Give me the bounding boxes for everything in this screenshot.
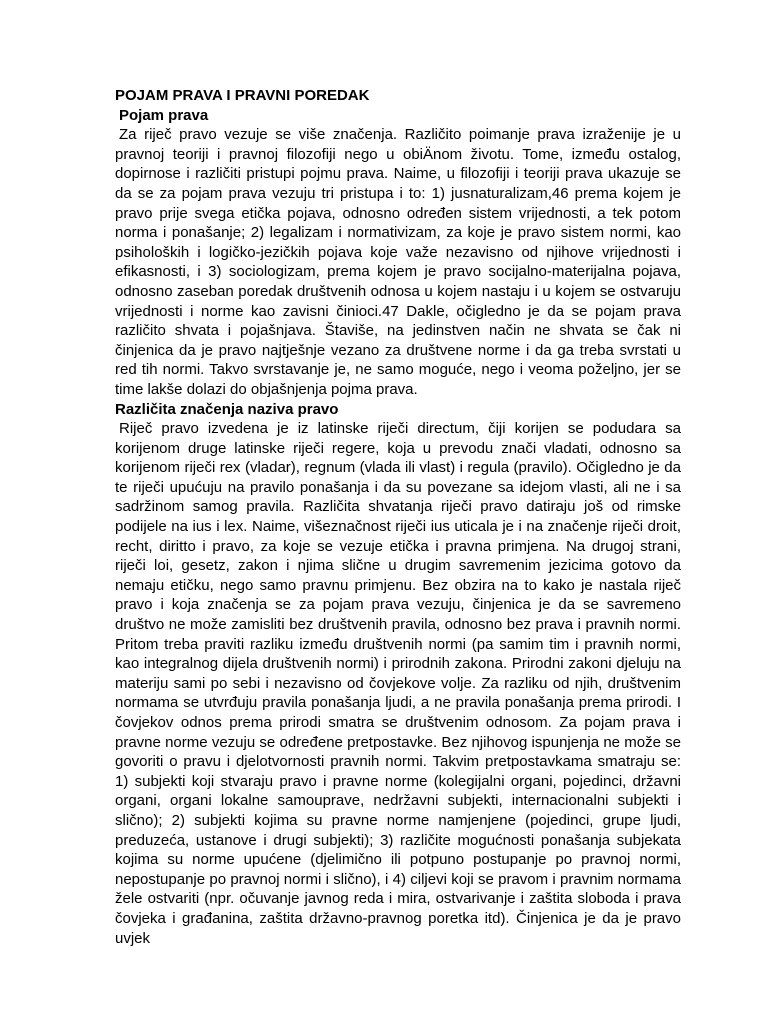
section-heading-razlicita-znacenja: Različita značenja naziva pravo bbox=[115, 400, 339, 418]
paragraph-razlicita-znacenja: Riječ pravo izvedena je iz latinske riječi directum, čiji korijen se podudara sa korijenom druge latinske riječi regere, koja u prevodu znači vladati, odnosno sa korijenom riječi rex (vladar), regnum (vlada ili vlast) i regula (pravilo). Očigledno je da te riječi upućuju na pravilo ponašanja i da su povezane sa idejom vlasti, ali ne i sa sadržinom samog pravila. Različita shvatanja riječi pravo datiraju još od rimske podijele na ius i lex. Naime, višeznačnost riječi ius uticala je i na značenje riječi droit, recht, diritto i pravo, za koje se vezuje etička i pravna primjena. Na drugoj strani, riječi loi, gesetz, zakon i njima slične u drugim savremenim jezicima gotovo da nemaju etičku, nego samo pravnu primjenu. Bez obzira na to kako je nastala riječ pravo i koja značenja se za pojam prava vezuju, činjenica je da se savremeno društvo ne može zamisliti bez društvenih pravila, odnosno bez prava i pravnih normi. Pritom treba praviti razliku između društvenih normi (pa samim tim i pravnih normi, kao integralnog dijela društvenih normi) i prirodnih zakona. Prirodni zakoni djeluju na materiju sami po sebi i nezavisno od čovjekove volje. Za razliku od njih, društvenim normama se utvrđuju pravila ponašanja ljudi, a ne pravila ponašanja prema prirodi. I čovjekov odnos prema prirodi smatra se društvenim odnosom. Za pojam prava i pravne norme vezuju se određene pretpostavke. Bez njihovog ispunjenja ne može se govoriti o pravu i djelotvornosti pravnih normi. Takvim pretpostavkama smatraju se: 1) subjekti koji stvaraju pravo i pravne norme (kolegijalni organi, pojedinci, državni organi, organi lokalne samouprave, nedržavni subjekti, internacionalni subjekti i slično); 2) subjekti kojima su pravne norme namjenjene (pojedinci, grupe ljudi, preduzeća, ustanove i drugi subjekti); 3) različite mogućnosti ponašanja subjekata kojima su norme upućene (djelimično ili potpuno postupanje po pravnoj normi, nepostupanje po pravnoj normi i slično), i 4) ciljevi koji se pravom i pravnim normama žele ostvariti (npr. očuvanje javnog reda i mira, ostvarivanje i zaštita sloboda i prava čovjeka i građanina, zaštita državno-pravnog poretka itd). Činjenica je da je pravo uvjek bbox=[115, 420, 681, 947]
paragraph-pojam-prava: Za riječ pravo vezuje se više značenja. Različito poimanje prava izraženije je u pravnoj teoriji i pravnoj filozofiji nego u obiÄnom životu. Tome, između ostalog, dopirnose i različiti pristupi pojmu prava. Naime, u filozofiji i teoriji prava ukazuje se da se za pojam prava vezuju tri pristupa i to: 1) jusnaturalizam,46 prema kojem je pravo prije svega etička pojava, odnosno određen sistem vrijednosti, a tek potom norma i ponašanje; 2) legalizam i normativizam, za koje je pravo sistem normi, kao psiholoških i logičko-jezičkih pojava koje važe nezavisno od njihove vrijednosti i efikasnosti, i 3) sociologizam, prema kojem je pravo socijalno-materijalna pojava, odnosno zaseban poredak društvenih odnosa u kojem nastaju i u kojem se ostvaruju vrijednosti i norme kao zavisni činioci.47 Dakle, očigledno je da se pojam prava različito shvata i pojašnjava. Štaviše, na jedinstven način ne shvata se čak ni činjenica da je pravo najtješnje vezano za društvene norme i da ga treba svrstati u red tih normi. Takvo svrstavanje je, ne samo moguće, nego i veoma poželjno, jer se time lakše dolazi do objašnjenja pojma prava. bbox=[115, 126, 681, 398]
document-title: POJAM PRAVA I PRAVNI POREDAK bbox=[115, 87, 370, 104]
document-page bbox=[115, 86, 681, 948]
section-heading-pojam-prava: Pojam prava bbox=[119, 106, 209, 124]
